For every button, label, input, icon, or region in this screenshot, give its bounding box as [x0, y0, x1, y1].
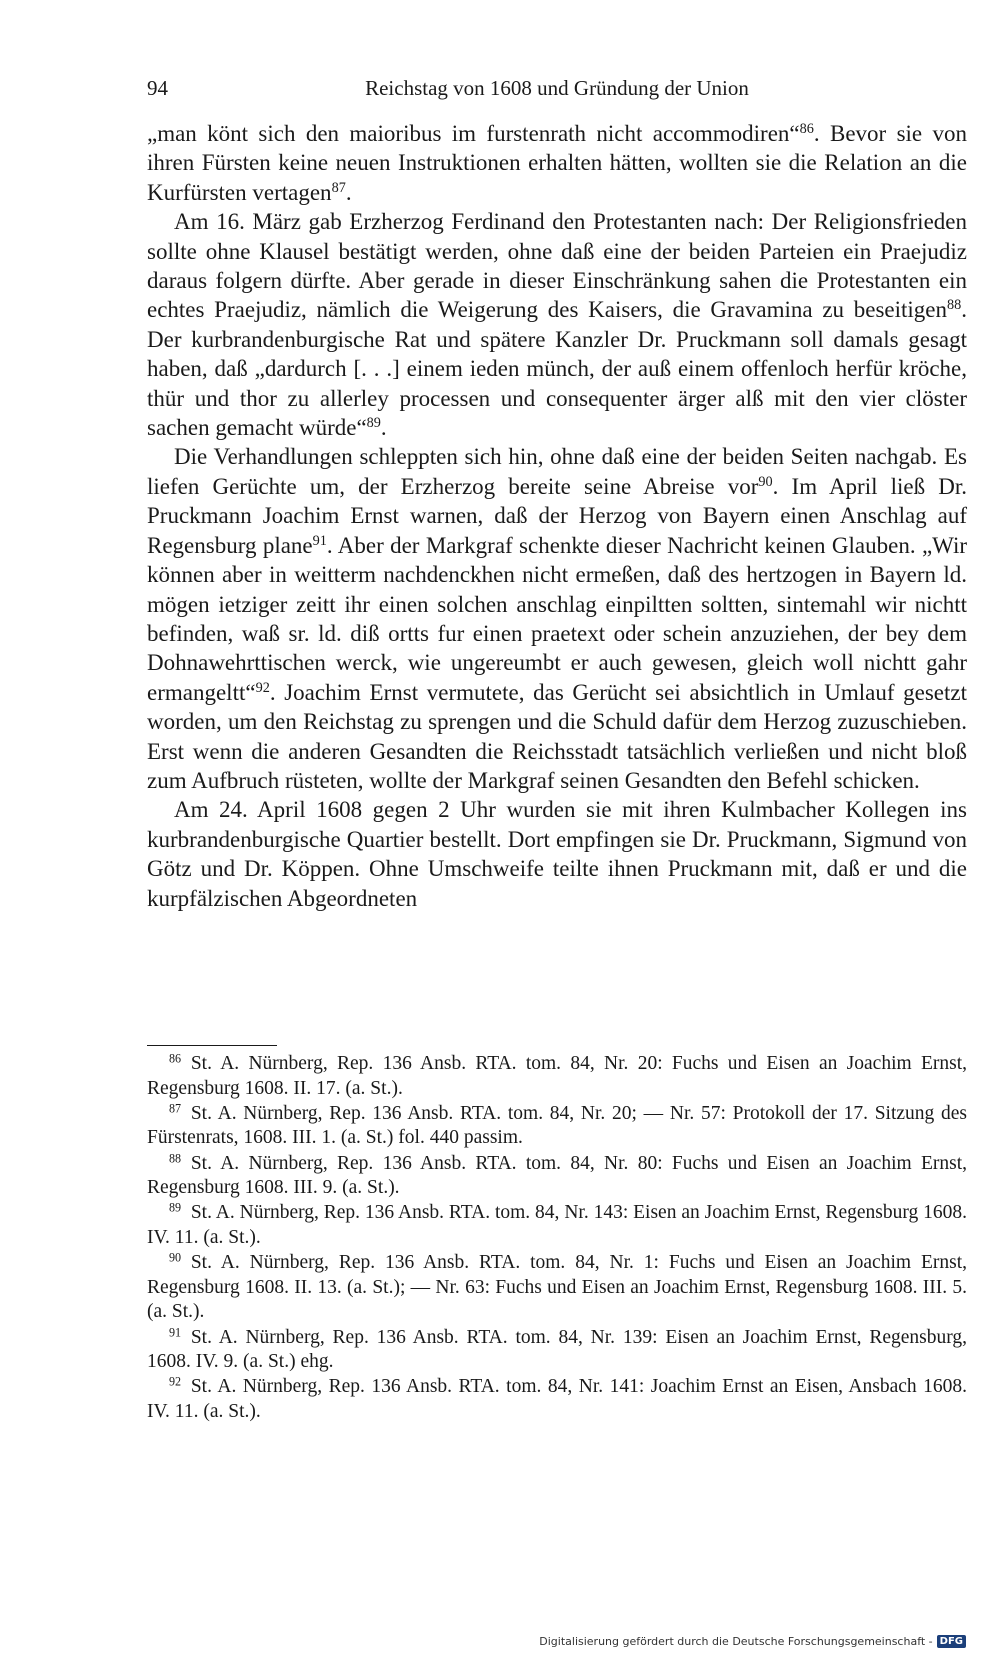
footnote — [147, 1152, 967, 1201]
footnote-reference: 86 — [799, 121, 814, 138]
text-segment: Am 16. März gab Erzherzog Ferdinand den Protestanten nach: Der Religionsfrieden sollte ohne Klausel bestätigt werden, ohne daß eine der beiden Parteien ein Praejudiz daraus folgern dürfte. Aber gerade in dieser Einschränkung sahen die Protestanten ein echtes Praejudiz, nämlich die Weigerung des Kaisers, die Gravamina zu beseitigen — [147, 209, 967, 323]
page-number: 94 — [147, 76, 168, 100]
footnote-text: St. A. Nürnberg, Rep. 136 Ansb. RTA. tom. 84, Nr. 20; — Nr. 57: Protokoll der 17. Sitzung des Fürstenrats, 1608. III. 1. (a. St.) fol. 440 passim. — [147, 1102, 967, 1149]
footnote-reference: 90 — [758, 474, 773, 491]
page-header — [147, 74, 967, 102]
text-segment: . Im April ließ Dr. Pruckmann Joachim Ernst warnen, daß der Herzog von Bayern einen Anschlag auf Regensburg plane — [147, 473, 967, 558]
footnote-reference: 88 — [947, 297, 962, 314]
text-segment: Am 24. April 1608 gegen 2 Uhr wurden sie mit ihren Kulmbacher Kollegen ins kurbrandenburgische Quartier bestellt. Dort empfingen sie Dr. Pruckmann, Sigmund von Götz und Dr. Köppen. Ohne Umschweife teilte ihnen Pruckmann mit, daß er und die kurpfälzischen Abgeordneten — [147, 797, 967, 911]
text-segment: „man könt sich den maioribus im furstenrath nicht accommodiren“ — [147, 121, 800, 146]
footnote-reference: 91 — [312, 532, 327, 549]
footnote-number: 88 — [169, 1150, 182, 1165]
text-segment: . Der kurbrandenburgische Rat und spätere Kanzler Dr. Pruckmann soll damals gesagt haben, daß „dardurch [. . .] einem ieden münch, der auß einem offenloch herfür kröche, thür und thor zu allerley processen und consequenter ärger alß mit den vier clöster sachen gemacht würde“ — [147, 297, 967, 441]
footnote — [147, 1201, 967, 1250]
footnote — [147, 1326, 967, 1375]
footnote-number: 87 — [169, 1101, 182, 1116]
footnote-text: St. A. Nürnberg, Rep. 136 Ansb. RTA. tom. 84, Nr. 1: Fuchs und Eisen an Joachim Ernst, Regensburg 1608. II. 13. (a. St.); — Nr. 63: Fuchs und Eisen an Joachim Ernst, Regensburg 1608. III. 5. (a. St.). — [147, 1252, 967, 1323]
footnote — [147, 1052, 967, 1101]
footnote — [147, 1375, 967, 1424]
text-segment: . Joachim Ernst vermutete, das Gerücht sei absichtlich in Umlauf gesetzt worden, um den Reichstag zu sprengen und die Schuld dafür dem Herzog zuzuschieben. Erst wenn die anderen Gesandten die Reichsstadt tatsächlich verließen und nicht bloß zum Aufbruch rüsteten, wollte der Markgraf seinen Gesandten den Befehl schicken. — [147, 679, 967, 793]
footnote — [147, 1102, 967, 1151]
footnote-text: St. A. Nürnberg, Rep. 136 Ansb. RTA. tom. 84, Nr. 141: Joachim Ernst an Eisen, Ansbach 1608. IV. 11. (a. St.). — [147, 1376, 967, 1422]
body-paragraph — [147, 795, 967, 913]
body-text — [147, 119, 967, 913]
text-segment: . — [380, 415, 387, 441]
footnote-text: St. A. Nürnberg, Rep. 136 Ansb. RTA. tom. 84, Nr. 143: Eisen an Joachim Ernst, Regensburg 1608. IV. 11. (a. St.). — [147, 1202, 967, 1248]
footnote-text: St. A. Nürnberg, Rep. 136 Ansb. RTA. tom. 84, Nr. 20: Fuchs und Eisen an Joachim Ernst, Regensburg 1608. II. 17. (a. St.). — [147, 1053, 967, 1099]
footnote — [147, 1251, 967, 1325]
footnote-divider — [147, 1045, 277, 1046]
footnote-number: 91 — [169, 1324, 182, 1339]
running-title: Reichstag von 1608 und Gründung der Union — [365, 76, 749, 100]
footnote-reference: 89 — [366, 415, 381, 432]
footnote-number: 86 — [169, 1051, 182, 1066]
footnote-number: 89 — [169, 1200, 182, 1215]
digitization-credit-text: Digitalisierung gefördert durch die Deutsche Forschungsgemeinschaft - — [539, 1635, 933, 1648]
digitization-credit — [539, 1635, 966, 1648]
body-paragraph — [147, 207, 967, 442]
footnote-number: 92 — [169, 1374, 182, 1389]
dfg-logo: DFG — [937, 1635, 966, 1648]
text-segment: Die Verhandlungen schleppten sich hin, ohne daß eine der beiden Seiten nachgab. Es liefen Gerüchte um, der Erzherzog bereite seine Abreise vor — [147, 444, 967, 499]
footnote-text: St. A. Nürnberg, Rep. 136 Ansb. RTA. tom. 84, Nr. 80: Fuchs und Eisen an Joachim Ernst, Regensburg 1608. III. 9. (a. St.). — [147, 1152, 967, 1199]
footnote-number: 90 — [169, 1250, 182, 1265]
text-segment: . — [345, 179, 352, 205]
footnote-reference: 92 — [255, 679, 270, 696]
footnote-reference: 87 — [331, 179, 346, 196]
text-segment: . Aber der Markgraf schenkte dieser Nachricht keinen Glauben. „Wir können aber in weitterm nachdenckhen nicht ermeßen, daß des hertzogen in Bayern ld. mögen ietziger zeitt ihr einen solchen anschlag einpiltten soltten, sintemahl wir nichtt befinden, waß sr. ld. diß ortts fur einen praetext oder schein anzuziehen, der bey dem Dohnawehrttischen werck, wie ungereumbt er auch gewesen, gleich woll nichtt gahr ermangeltt“ — [147, 532, 968, 705]
footnote-text: St. A. Nürnberg, Rep. 136 Ansb. RTA. tom. 84, Nr. 139: Eisen an Joachim Ernst, Regensburg, 1608. IV. 9. (a. St.) ehg. — [147, 1326, 967, 1373]
footnotes — [147, 1052, 967, 1425]
text-segment: . Bevor sie von ihren Fürsten keine neuen Instruktionen erhalten hätten, wollten sie die Relation an die Kurfürsten vertagen — [147, 121, 967, 205]
body-paragraph — [147, 119, 967, 207]
body-paragraph — [147, 442, 967, 795]
